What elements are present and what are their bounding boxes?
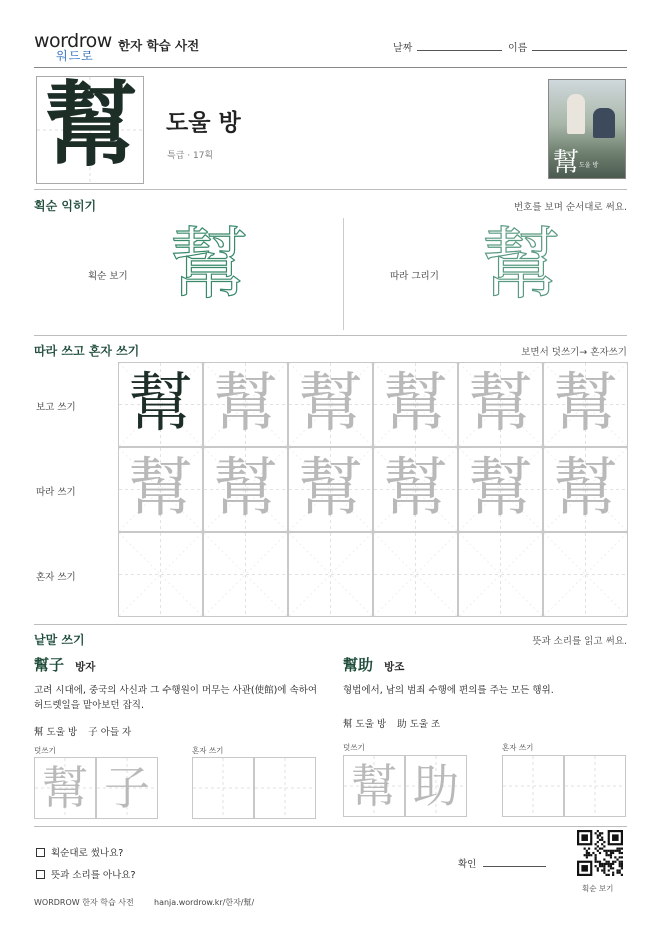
vocab-word-1-trace-box-2[interactable] <box>96 757 158 819</box>
wordrow-logo <box>34 30 112 66</box>
main-char-box <box>36 71 144 184</box>
practice-cell[interactable] <box>373 362 458 447</box>
practice-cell[interactable] <box>118 362 203 447</box>
vocab-word-1-char-1-meaning: 도울 방 <box>46 727 78 738</box>
vocab-word-1-char-2-meaning: 아들 자 <box>100 727 132 738</box>
stroke-trace-char[interactable]: 幫 <box>482 220 561 310</box>
cover-figure-right <box>593 108 615 138</box>
divider-1 <box>34 189 627 190</box>
practice-cell[interactable] <box>543 362 628 447</box>
practice-cell[interactable] <box>458 447 543 532</box>
confirm-field[interactable] <box>483 866 546 867</box>
practice-char: 幫 <box>298 367 363 441</box>
vocab-section-title: 낱말 쓰기 <box>34 633 85 647</box>
checkbox-icon[interactable] <box>36 870 45 879</box>
cover-figure-left <box>567 94 585 134</box>
divider-3 <box>34 624 627 625</box>
vocab-word-2-trace-box-1[interactable] <box>343 755 405 817</box>
vocab-word-2-desc: 형법에서, 남의 범죄 수행에 편의를 주는 모든 행위. <box>343 685 554 696</box>
row-label-trace: 따라 쓰기 <box>36 487 76 498</box>
practice-section-title: 따라 쓰고 혼자 쓰기 <box>34 344 140 358</box>
practice-char: 幫 <box>213 367 278 441</box>
book-cover-image <box>548 79 626 179</box>
checkbox-icon[interactable] <box>36 848 45 857</box>
practice-cell[interactable] <box>373 447 458 532</box>
name-label: 이름 <box>508 43 528 54</box>
vocab-word-2 <box>343 654 404 675</box>
char-grade: 특급 · 17획 <box>167 151 214 161</box>
vocab-word-1-char-2: 子 <box>88 727 98 738</box>
qr-label: 획순 보기 <box>582 884 614 893</box>
practice-cell[interactable] <box>288 362 373 447</box>
vocab-word-2-char-2-meaning: 도울 조 <box>409 719 441 730</box>
vocab-word-1-hanja: 幫子 <box>34 656 65 674</box>
practice-char: 幫 <box>468 367 533 441</box>
practice-cell[interactable] <box>288 532 373 617</box>
practice-char: 幫 <box>128 452 193 526</box>
practice-cell[interactable] <box>118 447 203 532</box>
vocab-word-2-char-1: 幫 <box>343 719 353 730</box>
date-label: 날짜 <box>393 43 413 54</box>
practice-char: 幫 <box>468 452 533 526</box>
vocab-word-1-trace-box-1[interactable] <box>34 757 96 819</box>
practice-cell[interactable] <box>543 532 628 617</box>
row-label-self: 혼자 쓰기 <box>36 572 76 583</box>
divider-2 <box>34 335 627 336</box>
vocab-word-1-trace-char-2: 子 <box>104 761 150 815</box>
vocab-word-1-desc: 고려 시대에, 중국의 사신과 그 수행원이 머무는 사관(使館)에 속하여 허드렛일을 맡아보던 잡직. <box>34 685 318 711</box>
vocab-word-1-chars <box>34 724 131 738</box>
practice-char: 幫 <box>128 367 193 441</box>
check-item-2-label: 뜻과 소리를 아나요? <box>51 870 136 881</box>
stroke-section-title: 획순 익히기 <box>34 199 97 213</box>
practice-section-hint: 보면서 덧쓰기→ 혼자쓰기 <box>521 347 627 358</box>
practice-char: 幫 <box>553 452 618 526</box>
vocab-word-2-trace-char-1: 幫 <box>351 759 397 813</box>
vocab-word-2-self-box-2[interactable] <box>564 755 626 817</box>
vocab-word-2-char-2: 助 <box>397 719 407 730</box>
practice-char: 幫 <box>213 452 278 526</box>
vocab-word-2-trace-label: 덧쓰기 <box>343 743 365 752</box>
stroke-section-hint: 번호를 보며 순서대로 써요. <box>513 202 627 213</box>
vocab-word-2-hanja: 幫助 <box>343 656 374 674</box>
stroke-order-char: 幫 <box>170 220 249 310</box>
vocab-word-2-chars <box>343 716 440 730</box>
check-item-2[interactable] <box>36 867 136 881</box>
confirm-label: 확인 <box>458 859 477 870</box>
vocab-word-1-char-1: 幫 <box>34 727 44 738</box>
check-item-1-label: 획순대로 썼나요? <box>51 848 124 859</box>
practice-cell[interactable] <box>203 362 288 447</box>
footer-brand: WORDROW 한자 학습 사전 <box>34 898 134 907</box>
practice-cell[interactable] <box>373 532 458 617</box>
vocab-word-2-trace-box-2[interactable] <box>405 755 467 817</box>
vocab-word-2-reading: 방조 <box>384 661 405 673</box>
vocab-word-2-char-1-meaning: 도울 방 <box>355 719 387 730</box>
practice-cell[interactable] <box>203 532 288 617</box>
stroke-trace-label: 따라 그리기 <box>390 271 439 282</box>
vocab-word-2-self-label: 혼자 쓰기 <box>502 743 534 752</box>
check-item-1[interactable] <box>36 845 123 859</box>
vocab-word-1 <box>34 654 95 675</box>
stroke-divider <box>343 218 344 330</box>
vocab-word-1-trace-label: 덧쓰기 <box>34 746 56 755</box>
practice-cell[interactable] <box>288 447 373 532</box>
char-meaning: 도울 방 <box>166 110 241 136</box>
practice-cell[interactable] <box>458 362 543 447</box>
vocab-word-2-trace-char-2: 助 <box>413 759 459 813</box>
header-divider <box>34 67 627 68</box>
practice-cell[interactable] <box>118 532 203 617</box>
cover-char: 幫 <box>553 148 580 178</box>
logo-hangul: 워드로 <box>56 49 94 63</box>
divider-4 <box>34 826 627 827</box>
practice-cell[interactable] <box>203 447 288 532</box>
main-char: 幫 <box>44 71 137 179</box>
name-field[interactable] <box>532 50 627 51</box>
vocab-word-1-self-box-1[interactable] <box>192 757 254 819</box>
cover-caption: 도울 방 <box>579 162 599 169</box>
vocab-word-1-self-label: 혼자 쓰기 <box>192 746 224 755</box>
vocab-word-1-self-box-2[interactable] <box>254 757 316 819</box>
footer-url[interactable]: hanja.wordrow.kr/한자/幫/ <box>154 898 255 907</box>
vocab-word-1-trace-char-1: 幫 <box>42 761 88 815</box>
practice-char: 幫 <box>383 367 448 441</box>
vocab-word-1-reading: 방자 <box>75 661 96 673</box>
qr-code-icon[interactable] <box>577 830 623 876</box>
practice-char: 幫 <box>553 367 618 441</box>
row-label-view: 보고 쓰기 <box>36 402 76 413</box>
practice-char: 幫 <box>298 452 363 526</box>
practice-cell[interactable] <box>543 447 628 532</box>
dictionary-title: 한자 학습 사전 <box>118 38 200 53</box>
stroke-view-label: 획순 보기 <box>88 271 128 282</box>
practice-char: 幫 <box>383 452 448 526</box>
practice-cell[interactable] <box>458 532 543 617</box>
logo-wordmark: wordrow <box>34 30 112 52</box>
vocab-word-2-self-box-1[interactable] <box>502 755 564 817</box>
vocab-section-hint: 뜻과 소리를 읽고 써요. <box>532 636 627 647</box>
date-field[interactable] <box>417 50 502 51</box>
